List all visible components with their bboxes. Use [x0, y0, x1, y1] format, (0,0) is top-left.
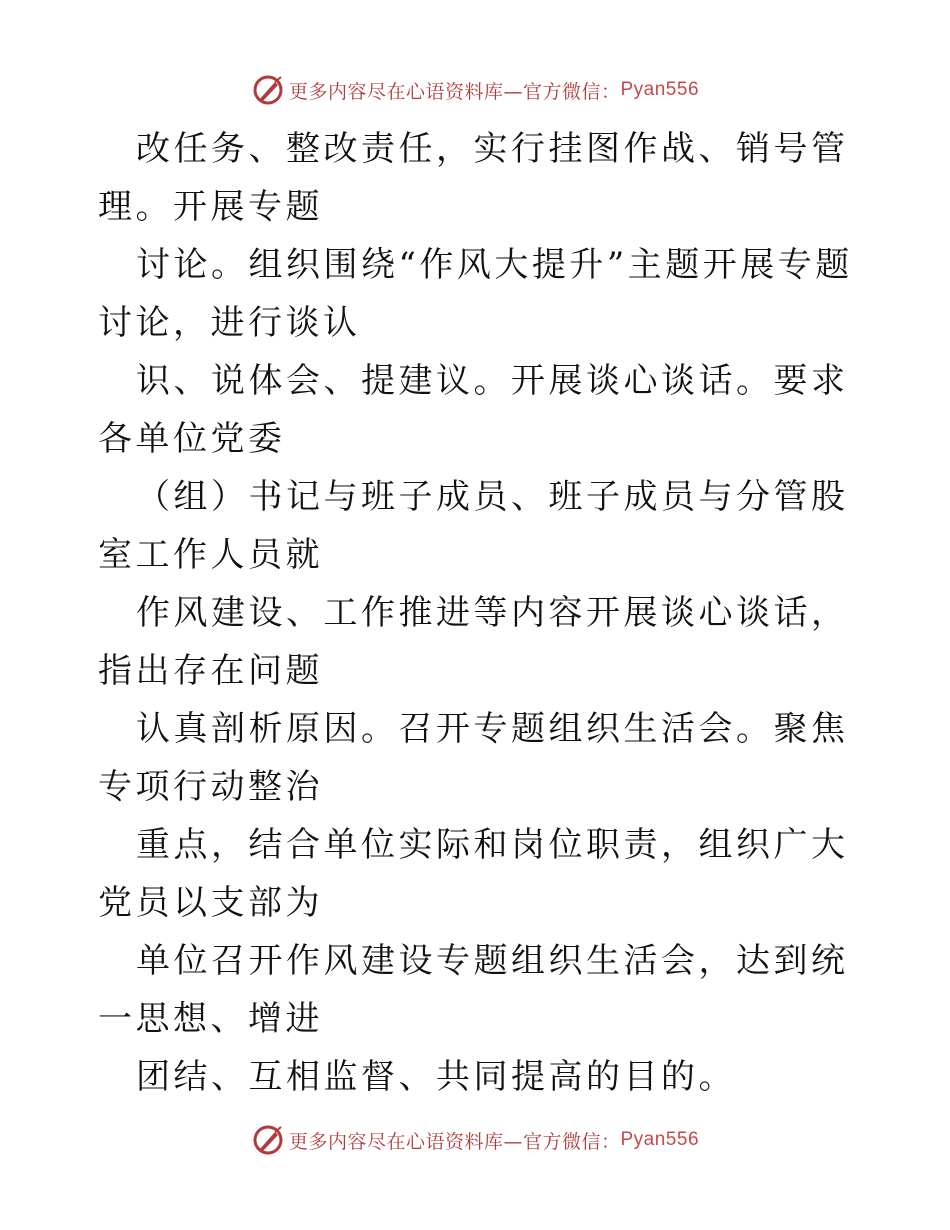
footer-wechat-id: Pyan556 [620, 1129, 700, 1150]
header-wechat-id: Pyan556 [620, 79, 700, 100]
footer-banner-text: 更多内容尽在心语资料库— [288, 1130, 523, 1153]
body-paragraph-8: 单位召开作风建设专题组织生活会，达到统一思想、增进 [98, 941, 849, 1039]
footer-watermark-banner [0, 1120, 950, 1160]
body-paragraph-2: 讨论。组织围绕“作风大提升”主题开展专题讨论，进行谈认 [98, 245, 853, 343]
body-paragraph-3: 识、说体会、提建议。开展谈心谈话。要求各单位党委 [98, 361, 849, 459]
document-body [98, 120, 858, 1106]
body-paragraph-7: 重点，结合单位实际和岗位职责，组织广大党员以支部为 [98, 825, 849, 923]
header-watermark-banner [0, 70, 950, 110]
quill-pen-logo-icon [251, 73, 285, 107]
header-banner-text: 更多内容尽在心语资料库— [288, 80, 523, 103]
body-paragraph-6: 认真剖析原因。召开专题组织生活会。聚焦专项行动整治 [98, 709, 849, 807]
body-paragraph-5: 作风建设、工作推进等内容开展谈心谈话，指出存在问题 [98, 593, 849, 691]
body-paragraph-9: 团结、互相监督、共同提高的目的。 [136, 1057, 736, 1097]
body-paragraph-1: 改任务、整改责任，实行挂图作战、销号管理。开展专题 [98, 129, 849, 227]
footer-wechat-label: 官方微信： [522, 1130, 621, 1153]
body-paragraph-4: （组）书记与班子成员、班子成员与分管股室工作人员就 [98, 477, 849, 575]
quill-pen-logo-icon [251, 1123, 285, 1157]
header-wechat-label: 官方微信： [522, 80, 621, 103]
